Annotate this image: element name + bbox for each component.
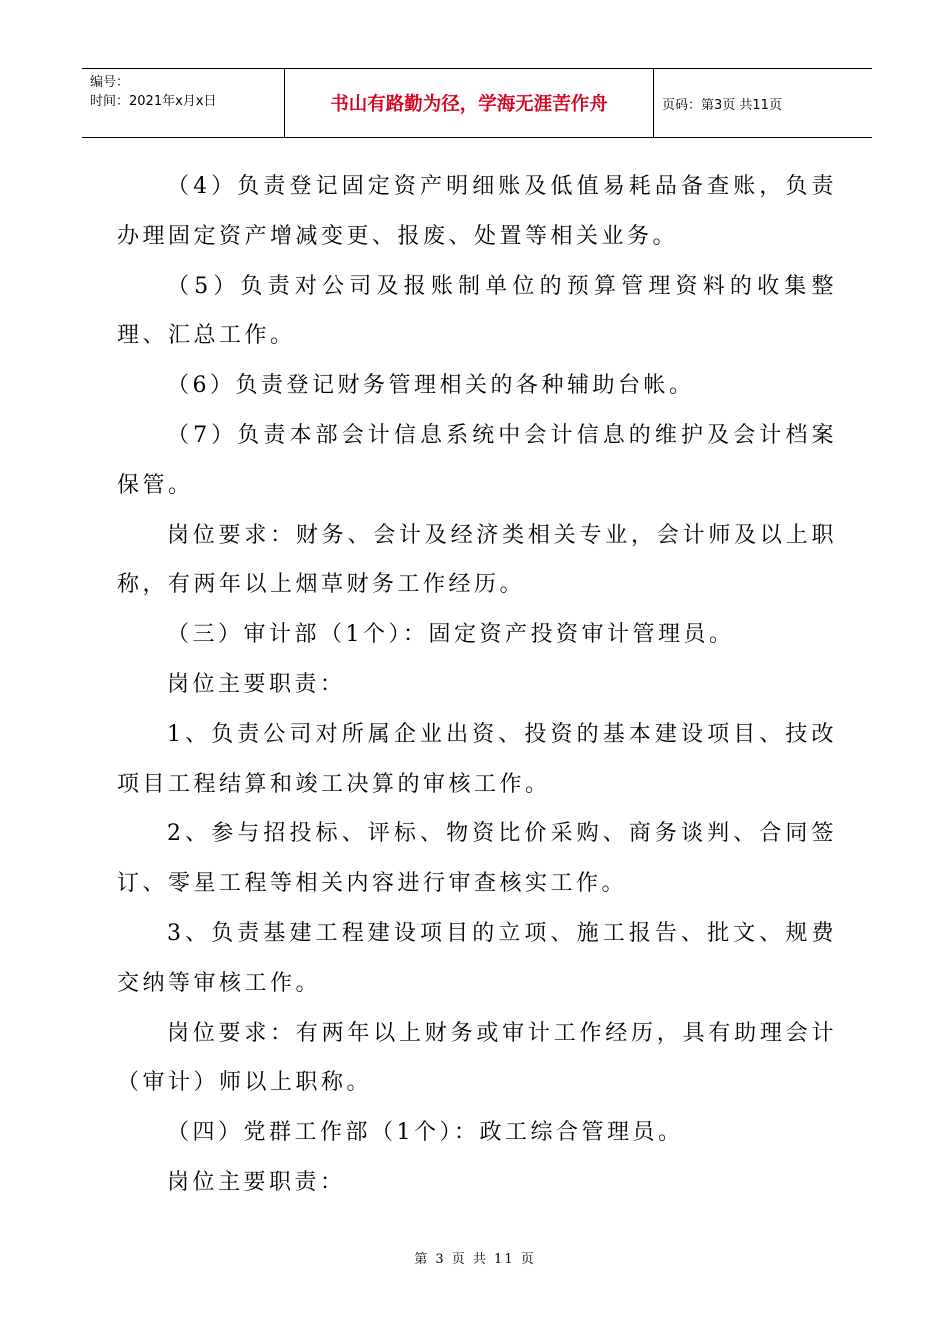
header-motto: 书山有路勤为径，学海无涯苦作舟 [284, 69, 654, 137]
paragraph: （6）负责登记财务管理相关的各种辅助台帐。 [167, 373, 695, 399]
paragraph: （7）负责本部会计信息系统中会计信息的维护及会计档案保管。 [117, 422, 837, 498]
paragraph: 岗位要求：有两年以上财务或审计工作经历，具有助理会计（审计）师以上职称。 [117, 1020, 837, 1096]
paragraph: （5）负责对公司及报账制单位的预算管理资料的收集整理、汇总工作。 [117, 273, 837, 349]
page-header [82, 68, 872, 138]
document-number: 编号： [90, 75, 130, 90]
paragraph: 岗位要求：财务、会计及经济类相关专业，会计师及以上职称，有两年以上烟草财务工作经历。 [117, 522, 837, 598]
paragraph: 1、负责公司对所属企业出资、投资的基本建设项目、技改项目工程结算和竣工决算的审核工作。 [117, 721, 837, 797]
section-heading: （四）党群工作部（1个）：政工综合管理员。 [167, 1120, 684, 1146]
page-footer: 第 3 页 共 11 页 [414, 1252, 536, 1267]
subheading: 岗位主要职责： [167, 671, 346, 697]
document-time: 时间：2021年x月x日 [90, 94, 217, 109]
document-body [117, 162, 837, 1208]
header-page-info: 页码：第3页 共11页 [662, 97, 782, 113]
header-meta [82, 69, 284, 137]
subheading: 岗位主要职责： [167, 1169, 346, 1195]
paragraph: （4）负责登记固定资产明细账及低值易耗品备查账，负责办理固定资产增减变更、报废、处置等相关业务。 [117, 174, 837, 249]
paragraph: 2、参与招投标、评标、物资比价采购、商务谈判、合同签订、零星工程等相关内容进行审查核实工作。 [117, 821, 837, 897]
section-heading: （三）审计部（1个）：固定资产投资审计管理员。 [167, 622, 735, 648]
paragraph: 3、负责基建工程建设项目的立项、施工报告、批文、规费交纳等审核工作。 [117, 920, 837, 996]
